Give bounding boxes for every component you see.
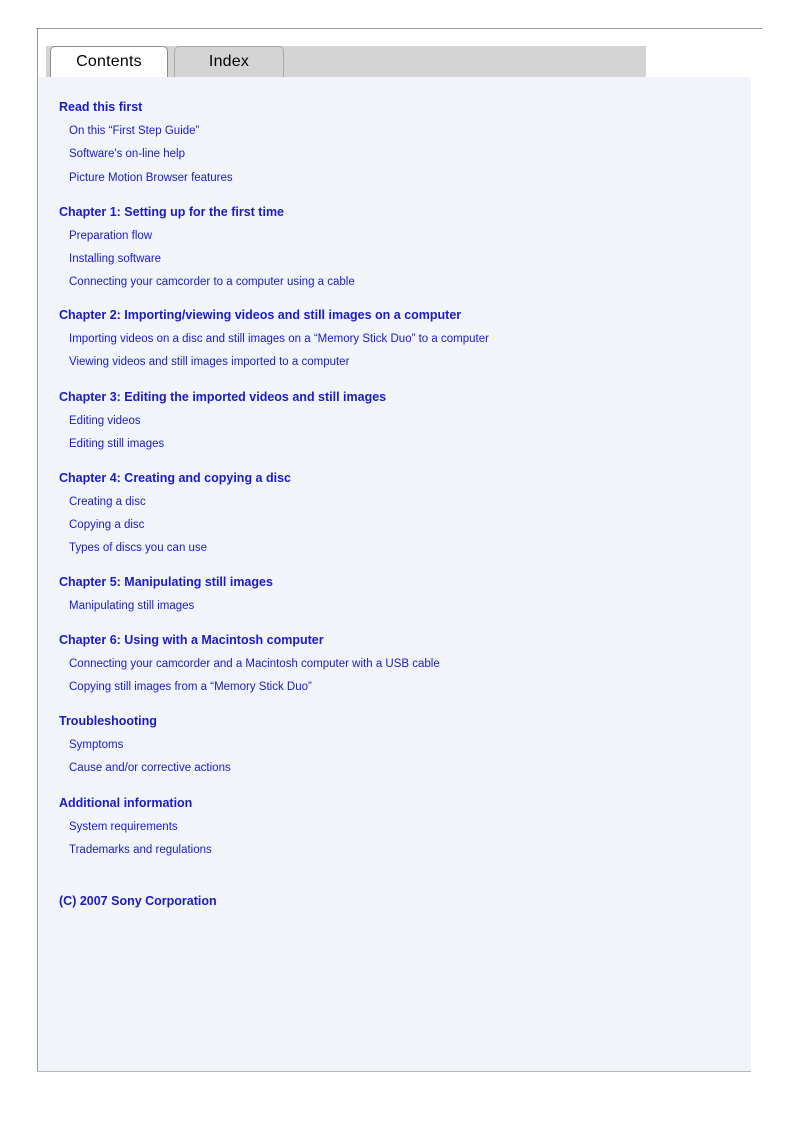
toc-item-symptoms[interactable]: Symptoms <box>69 739 124 751</box>
toc-section-chapter-1[interactable]: Chapter 1: Setting up for the first time <box>59 205 285 219</box>
toc-item-cause-corrective-actions[interactable]: Cause and/or corrective actions <box>69 762 231 774</box>
toc-item-softwares-online-help[interactable]: Software's on-line help <box>69 148 185 160</box>
tab-index[interactable] <box>174 46 284 77</box>
toc-section-chapter-5[interactable]: Chapter 5: Manipulating still images <box>59 575 273 589</box>
toc-item-on-this-first-step-guide[interactable]: On this “First Step Guide” <box>69 125 200 137</box>
copyright-notice: (C) 2007 Sony Corporation <box>59 894 217 908</box>
contents-panel <box>38 77 751 1071</box>
toc-item-types-of-discs[interactable]: Types of discs you can use <box>69 542 208 554</box>
toc-item-connecting-camcorder-cable[interactable]: Connecting your camcorder to a computer using a cable <box>69 276 355 288</box>
page-top-rule <box>36 28 762 29</box>
toc-item-copying-still-images-memory-stick[interactable]: Copying still images from a “Memory Stick Duo” <box>69 681 312 693</box>
toc-item-connecting-macintosh-usb[interactable]: Connecting your camcorder and a Macintosh computer with a USB cable <box>69 658 440 670</box>
toc-item-viewing-videos-imported[interactable]: Viewing videos and still images imported to a computer <box>69 356 350 368</box>
toc-item-system-requirements[interactable]: System requirements <box>69 821 178 833</box>
toc-section-chapter-4[interactable]: Chapter 4: Creating and copying a disc <box>59 471 291 485</box>
tab-bar <box>46 46 646 77</box>
toc-item-editing-videos[interactable]: Editing videos <box>69 415 141 427</box>
toc-item-installing-software[interactable]: Installing software <box>69 253 162 265</box>
toc-section-chapter-3[interactable]: Chapter 3: Editing the imported videos and still images <box>59 390 387 404</box>
toc-section-chapter-6[interactable]: Chapter 6: Using with a Macintosh computer <box>59 633 324 647</box>
tab-index-label: Index <box>208 53 250 70</box>
toc-item-preparation-flow[interactable]: Preparation flow <box>69 230 153 242</box>
tab-contents-label: Contents <box>76 53 142 70</box>
toc-item-importing-videos-memory-stick[interactable]: Importing videos on a disc and still images on a “Memory Stick Duo” to a computer <box>69 333 489 345</box>
toc-section-additional-information[interactable]: Additional information <box>59 796 193 810</box>
toc-item-manipulating-still-images[interactable]: Manipulating still images <box>69 600 195 612</box>
toc-section-chapter-2[interactable]: Chapter 2: Importing/viewing videos and still images on a computer <box>59 308 462 322</box>
toc-item-picture-motion-browser-features[interactable]: Picture Motion Browser features <box>69 172 233 184</box>
toc-item-trademarks-and-regulations[interactable]: Trademarks and regulations <box>69 844 212 856</box>
toc-section-troubleshooting[interactable]: Troubleshooting <box>59 714 157 728</box>
toc-item-editing-still-images[interactable]: Editing still images <box>69 438 165 450</box>
page-bottom-rule <box>37 1071 751 1072</box>
toc-item-creating-a-disc[interactable]: Creating a disc <box>69 496 146 508</box>
toc-section-read-this-first[interactable]: Read this first <box>59 100 143 114</box>
toc-item-copying-a-disc[interactable]: Copying a disc <box>69 519 145 531</box>
tab-contents[interactable] <box>50 46 168 77</box>
